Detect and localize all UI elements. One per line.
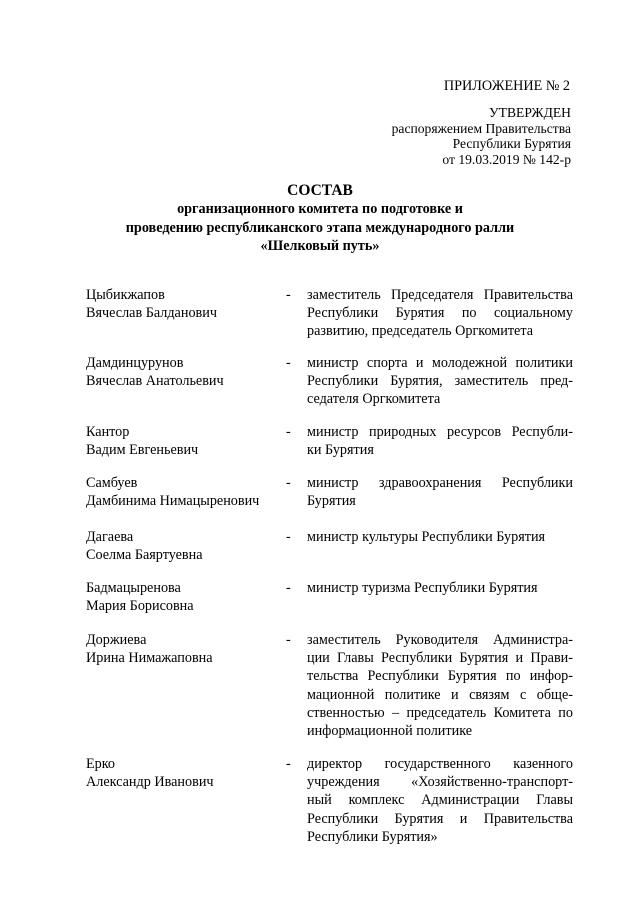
member-surname: Дамдинцурунов [86, 355, 184, 371]
member-name [86, 528, 276, 564]
member-name [86, 423, 276, 459]
role-line: Республики Бурятия и Правительства [307, 810, 573, 827]
member-surname: Ерко [86, 756, 116, 772]
member-surname: Кантор [86, 424, 130, 440]
approved-republic: Республики Бурятия [452, 136, 571, 151]
role-line: Республики Бурятия» [307, 828, 438, 845]
role-line: ки Бурятия [307, 442, 374, 459]
role-line: мационной политике и связям с обще- [307, 686, 573, 703]
member-surname: Дагаева [86, 529, 134, 545]
member-name [86, 286, 276, 322]
document-title [0, 181, 640, 256]
member-dash: - [286, 580, 291, 596]
member-name [86, 474, 276, 510]
role-line: министр культуры Республики Бурятия [307, 529, 546, 545]
member-dash: - [286, 756, 291, 772]
member-dash: - [286, 355, 291, 371]
member-given-name: Мария Борисовна [86, 598, 194, 615]
member-given-name: Вадим Евгеньевич [86, 442, 199, 459]
member-name [86, 631, 276, 667]
member-role [307, 423, 573, 459]
role-line: развитию, председатель Оргкомитета [307, 323, 534, 340]
approved-by-order: распоряжением Правительства [391, 120, 571, 136]
title-line: проведению республиканского этапа международного ралли [125, 219, 515, 236]
member-given-name: Дамбинима Нимацыренович [86, 493, 260, 510]
role-line: заместитель Председателя Правительства [307, 287, 573, 303]
member-surname: Цыбикжапов [86, 287, 165, 303]
role-line: Республики Бурятия, заместитель пред- [307, 373, 573, 390]
member-role [307, 354, 573, 409]
member-role [307, 474, 573, 510]
role-line: министр туризма Республики Бурятия [307, 580, 538, 596]
role-line: Бурятия [307, 493, 356, 510]
role-line: ный комплекс Администрации Главы [307, 792, 573, 809]
role-line: заместитель Руководителя Администра- [307, 632, 573, 648]
role-line: директор государственного казенного [307, 756, 573, 772]
role-line: министр здравоохранения Республики [307, 475, 573, 491]
title-line: организационного комитета по подготовке и [177, 201, 463, 217]
member-given-name: Вячеслав Анатольевич [86, 373, 224, 390]
title-main: СОСТАВ [287, 182, 353, 199]
role-line: информационной политике [307, 723, 473, 740]
appendix-label: ПРИЛОЖЕНИЕ № 2 [443, 78, 570, 94]
member-role [307, 528, 573, 546]
role-line: ции Главы Республики Бурятия и Прави- [307, 650, 573, 667]
member-dash: - [286, 287, 291, 303]
member-given-name: Соелма Баяртуевна [86, 547, 203, 564]
member-role [307, 755, 573, 846]
member-role [307, 286, 573, 341]
member-given-name: Ирина Нимажаповна [86, 650, 213, 667]
role-line: учреждения «Хозяйственно-транспорт- [307, 774, 573, 791]
approved-date-number: от 19.03.2019 № 142-р [442, 151, 571, 167]
role-line: седателя Оргкомитета [307, 391, 441, 408]
member-dash: - [286, 424, 291, 440]
member-role [307, 579, 573, 597]
role-line: тельства Республики Бурятия по инфор- [307, 668, 573, 685]
title-line: «Шелковый путь» [260, 238, 380, 255]
member-dash: - [286, 632, 291, 648]
member-given-name: Александр Иванович [86, 774, 214, 791]
role-line: ственностью – председатель Комитета по [307, 704, 573, 721]
approved-heading: УТВЕРЖДЕН [489, 105, 571, 120]
member-name [86, 354, 276, 390]
member-dash: - [286, 529, 291, 545]
role-line: министр спорта и молодежной политики [307, 355, 573, 371]
member-surname: Доржиева [86, 632, 147, 648]
member-surname: Бадмацыренова [86, 580, 181, 596]
role-line: министр природных ресурсов Республи- [307, 424, 573, 440]
member-role [307, 631, 573, 740]
member-name [86, 579, 276, 615]
approval-stamp [392, 105, 571, 167]
role-line: Республики Бурятия по социальному [307, 305, 573, 322]
member-name [86, 755, 276, 791]
member-dash: - [286, 475, 291, 491]
member-surname: Самбуев [86, 475, 138, 491]
member-given-name: Вячеслав Балданович [86, 305, 217, 322]
